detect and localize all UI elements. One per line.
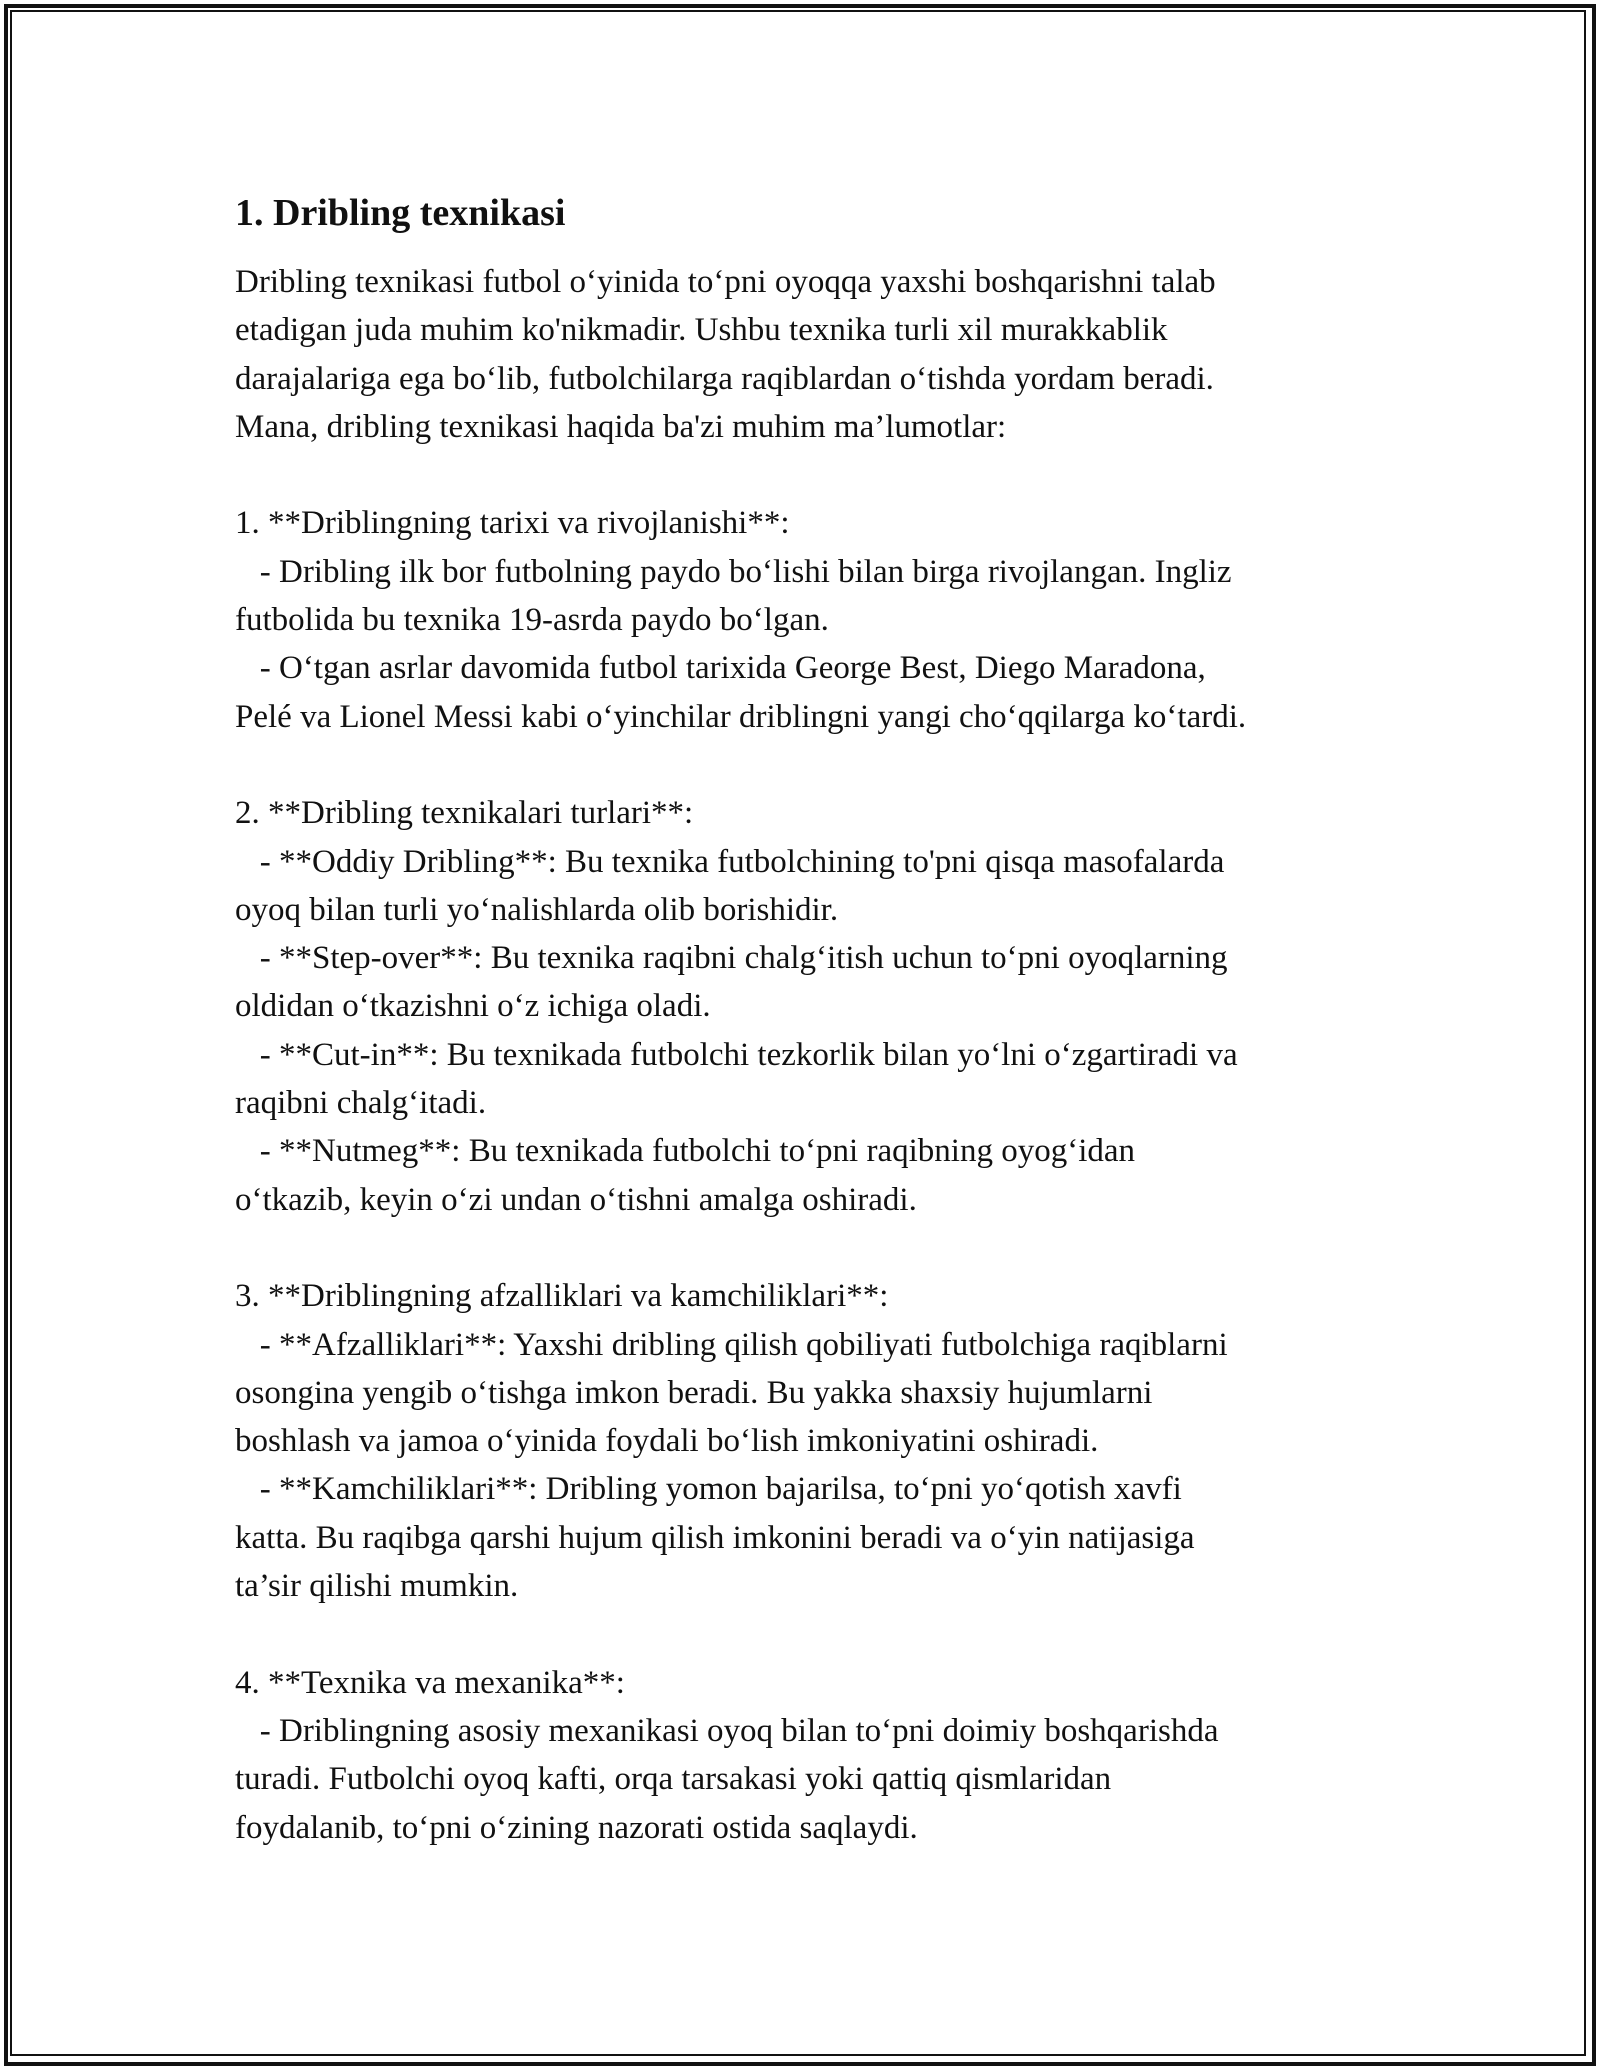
- text-line: futbolida bu texnika 19-asrda paydo bo‘lgan.: [235, 602, 829, 639]
- text-line: 2. **Dribling texnikalari turlari**:: [235, 795, 694, 832]
- document-body: [235, 188, 1375, 1852]
- text-line: Pelé va Lionel Messi kabi o‘yinchilar driblingni yangi cho‘qqilarga ko‘tardi.: [235, 698, 1247, 735]
- text-line: 3. **Driblingning afzalliklari va kamchiliklari**:: [235, 1278, 889, 1315]
- blank-line: [235, 741, 1375, 789]
- text-line: 1. **Driblingning tarixi va rivojlanishi**:: [235, 505, 790, 542]
- text-line: o‘tkazib, keyin o‘zi undan o‘tishni amalga oshiradi.: [235, 1181, 917, 1218]
- text-line: darajalariga ega bo‘lib, futbolchilarga raqiblardan o‘tishda yordam beradi.: [235, 360, 1214, 397]
- text-line: - **Kamchiliklari**: Dribling yomon bajarilsa, to‘pni yo‘qotish xavfi: [235, 1471, 1182, 1508]
- document-title: 1. Dribling texnikasi: [235, 192, 566, 234]
- blank-line: [235, 451, 1375, 499]
- text-line: - O‘tgan asrlar davomida futbol tarixida George Best, Diego Maradona,: [235, 650, 1206, 687]
- text-line: - Driblingning asosiy mexanikasi oyoq bilan to‘pni doimiy boshqarishda: [235, 1712, 1219, 1749]
- text-line: katta. Bu raqibga qarshi hujum qilish imkonini beradi va o‘yin natijasiga: [235, 1519, 1195, 1556]
- text-line: Mana, dribling texnikasi haqida ba'zi muhim ma’lumotlar:: [235, 408, 1007, 445]
- text-line: osongina yengib o‘tishga imkon beradi. Bu yakka shaxsiy hujumlarni: [235, 1374, 1153, 1411]
- text-line: - **Afzalliklari**: Yaxshi dribling qilish qobiliyati futbolchiga raqiblarni: [235, 1326, 1228, 1363]
- text-line: oyoq bilan turli yo‘nalishlarda olib borishidir.: [235, 891, 839, 928]
- text-line: - **Step-over**: Bu texnika raqibni chalg‘itish uchun to‘pni oyoqlarning: [235, 940, 1228, 977]
- text-line: - **Nutmeg**: Bu texnikada futbolchi to‘pni raqibning oyog‘idan: [235, 1133, 1136, 1170]
- text-line: foydalanib, to‘pni o‘zining nazorati ostida saqlaydi.: [235, 1809, 918, 1846]
- text-line: turadi. Futbolchi oyoq kafti, orqa tarsakasi yoki qattiq qismlaridan: [235, 1761, 1112, 1798]
- text-line: etadigan juda muhim ko'nikmadir. Ushbu texnika turli xil murakkablik: [235, 312, 1168, 349]
- text-line: Dribling texnikasi futbol o‘yinida to‘pni oyoqqa yaxshi boshqarishni talab: [235, 264, 1216, 300]
- text-line: boshlash va jamoa o‘yinida foydali bo‘lish imkoniyatini oshiradi.: [235, 1423, 1099, 1460]
- text-line: raqibni chalg‘itadi.: [235, 1085, 487, 1122]
- blank-line: [235, 1224, 1375, 1272]
- text-line: - **Oddiy Dribling**: Bu texnika futbolchining to'pni qisqa masofalarda: [235, 843, 1225, 880]
- document-text: [235, 258, 1375, 1852]
- text-line: oldidan o‘tkazishni o‘z ichiga oladi.: [235, 988, 711, 1025]
- blank-line: [235, 1610, 1375, 1658]
- text-line: ta’sir qilishi mumkin.: [235, 1568, 519, 1605]
- text-line: - Dribling ilk bor futbolning paydo bo‘lishi bilan birga rivojlangan. Ingliz: [235, 553, 1232, 590]
- text-line: 4. **Texnika va mexanika**:: [235, 1664, 625, 1701]
- text-line: - **Cut-in**: Bu texnikada futbolchi tezkorlik bilan yo‘lni o‘zgartiradi va: [235, 1036, 1238, 1073]
